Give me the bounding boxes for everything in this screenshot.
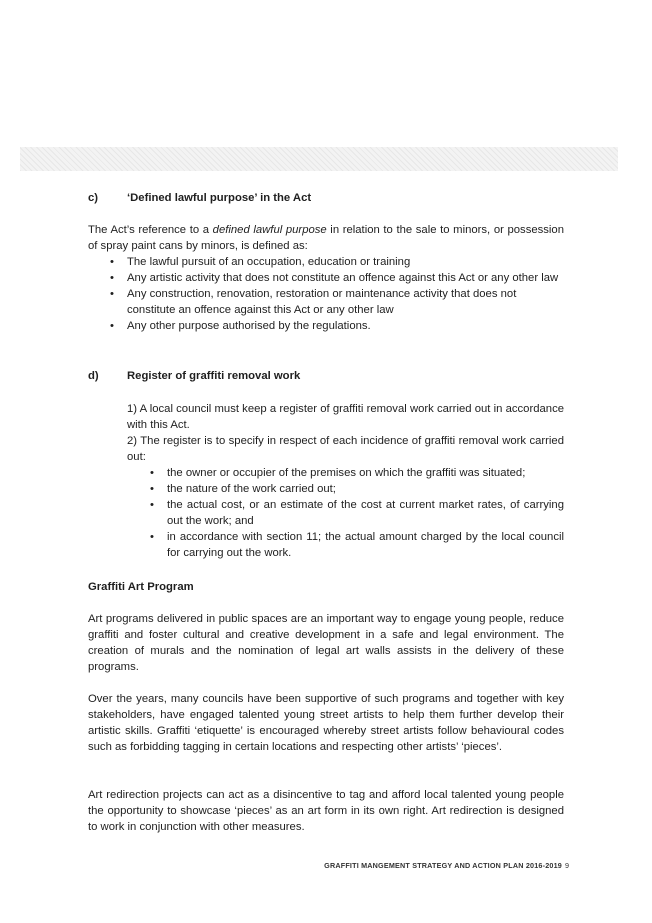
section-c-title: ‘Defined lawful purpose’ in the Act — [127, 192, 312, 204]
section-d-bullet-list — [167, 465, 564, 561]
list-item: • the actual cost, or an estimate of the cost at current market rates, of carrying out the work; and — [167, 497, 564, 529]
intro-italic: defined lawful purpose — [212, 224, 327, 236]
list-item: • in accordance with section 11; the actual amount charged by the local council for carrying out the work. — [167, 529, 564, 561]
list-item: • Any artistic activity that does not constitute an offence against this Act or any other law — [127, 270, 564, 286]
list-item: • The lawful pursuit of an occupation, education or training — [127, 254, 564, 270]
section-d-para-1: 1) A local council must keep a register of graffiti removal work carried out in accordance with this Act. — [127, 403, 564, 431]
graffiti-art-para-2: Over the years, many councils have been supportive of such programs and together with key stakeholders, have engaged talented young street artists to help them further develop their artistic skills. Graffiti ‘etiquette’ is encouraged whereby street artists follow behavioural codes such as forbidding tagging in certain locations and respecting other artists’ ‘pieces’. — [88, 693, 564, 753]
section-d-title: Register of graffiti removal work — [127, 370, 301, 382]
list-item: • the owner or occupier of the premises on which the graffiti was situated; — [167, 465, 564, 481]
section-d-label: d) — [88, 370, 99, 382]
graffiti-art-title: Graffiti Art Program — [88, 581, 194, 593]
list-item: • the nature of the work carried out; — [167, 481, 564, 497]
page-number: 9 — [565, 861, 569, 870]
section-d-para-2: 2) The register is to specify in respect of each incidence of graffiti removal work carried out: — [127, 435, 564, 463]
graffiti-art-para-3: Art redirection projects can act as a disincentive to tag and afford local talented young people the opportunity to showcase ‘pieces’ as an art form in its own right. Art redirection is designed to work in conjunction with other measures. — [88, 789, 564, 833]
list-item: • Any construction, renovation, restoration or maintenance activity that does not constitute an offence against this Act or any other law — [127, 286, 564, 318]
section-c-label: c) — [88, 192, 99, 204]
list-item: • Any other purpose authorised by the regulations. — [127, 318, 564, 334]
footer-title: GRAFFITI MANGEMENT STRATEGY AND ACTION PLAN 2016-2019 — [324, 861, 562, 870]
header-band — [20, 147, 618, 171]
section-c-intro: The Act’s reference to a defined lawful purpose in relation to the sale to minors, or possession of spray paint cans by minors, is defined as: — [88, 224, 564, 252]
section-c-bullet-list — [127, 254, 564, 334]
graffiti-art-para-1: Art programs delivered in public spaces are an important way to engage young people, reduce graffiti and foster cultural and creative development in a safe and legal environment. The creation of murals and the nomination of legal art walls assists in the delivery of these programs. — [88, 613, 564, 673]
